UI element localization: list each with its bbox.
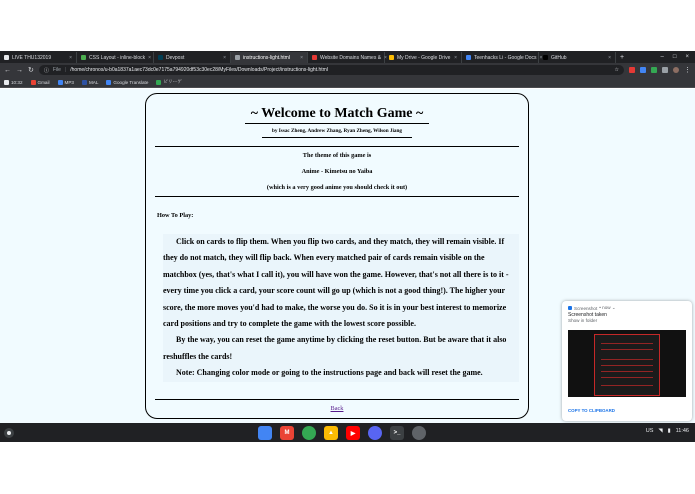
tab-label: Website Domains Names & <box>320 54 382 61</box>
battery-icon: ▮ <box>667 428 671 434</box>
tab-close-icon[interactable]: × <box>300 54 303 61</box>
divider-top <box>155 146 519 147</box>
tab-close-icon[interactable]: × <box>69 54 72 61</box>
extension-icon-4[interactable] <box>662 67 668 73</box>
terminal-app-icon[interactable]: >_ <box>390 426 404 440</box>
tab-favicon-icon <box>158 55 163 60</box>
maximize-button[interactable]: □ <box>672 54 677 60</box>
authors-text: by Issac Zheng, Andrew Zhang, Ryan Zheng, Wilson Jiang <box>262 128 412 138</box>
below-screen-area <box>0 442 695 494</box>
forward-arrow-icon[interactable]: → <box>16 66 23 74</box>
minimize-button[interactable]: – <box>660 54 664 60</box>
tab-label: GitHub <box>551 54 567 61</box>
system-shelf <box>0 423 695 442</box>
new-tab-button[interactable]: + <box>620 54 625 61</box>
tab-label: My Drive - Google Drive <box>397 54 451 61</box>
browser-tab[interactable] <box>385 52 462 63</box>
bookmark-item[interactable] <box>156 79 181 85</box>
notification-header <box>568 305 616 311</box>
bookmark-label: ピリーゲ <box>163 79 182 84</box>
screenshot-notification[interactable] <box>562 301 692 421</box>
tab-close-icon[interactable]: × <box>539 54 543 61</box>
browser-tab[interactable] <box>462 52 543 63</box>
theme-line-1: The theme of this game is <box>302 152 372 159</box>
tab-close-icon[interactable]: × <box>454 54 457 61</box>
address-scheme-label: File <box>52 67 61 73</box>
bookmark-label: Google Translate <box>113 79 149 85</box>
bookmark-item[interactable] <box>58 80 74 85</box>
instructions-block <box>163 234 519 382</box>
bookmark-favicon-icon <box>106 80 111 85</box>
tab-close-icon[interactable]: × <box>384 54 387 61</box>
browser-tab[interactable] <box>308 52 385 63</box>
page-title-text: ~ Welcome to Match Game ~ <box>245 106 430 124</box>
bookmark-favicon-icon <box>58 80 63 85</box>
browser-tab[interactable] <box>539 52 616 63</box>
gmail-app-icon[interactable]: M <box>280 426 294 440</box>
divider-bottom <box>155 399 519 400</box>
divider-middle <box>155 196 519 197</box>
browser-tab-strip <box>0 51 695 63</box>
tab-label: CSS Layout - inline-block <box>89 54 146 61</box>
tab-favicon-icon <box>81 55 86 60</box>
menu-kebab-icon[interactable]: ⋮ <box>684 67 691 74</box>
instructions-paragraph-1: Click on cards to flip them. When you flip two cards, and they match, they will remain visible. If they do not match, they will flip back. When every matched pair of cards remain visible on the matchbox (yes, that's what I call it), you will have won the game. However, that's not all there is to it - every time you click a card, your score count will go up (which is not a good thing!). The higher your score, the more moves you'd had to make, the worse you do. So it is in your best interest to memorize card positions and try to complete the game with the lowest score possible. <box>163 237 509 329</box>
settings-app-icon[interactable] <box>412 426 426 440</box>
tab-close-icon[interactable]: × <box>223 54 226 61</box>
tab-favicon-icon <box>235 55 240 60</box>
clock[interactable]: 11:46 <box>675 428 689 434</box>
tab-label: Teenhacks Li - Google Docs <box>474 54 537 61</box>
bookmark-item[interactable] <box>106 80 148 85</box>
browser-tab[interactable] <box>154 52 231 63</box>
info-icon[interactable]: ⓘ <box>43 67 49 74</box>
window-controls <box>661 52 695 63</box>
extension-icon-1[interactable] <box>629 67 635 73</box>
bookmark-label: MAL <box>88 79 99 85</box>
bookmark-favicon-icon <box>82 80 87 85</box>
bookmark-star-icon[interactable]: ☆ <box>614 67 619 73</box>
content-container <box>145 93 529 419</box>
youtube-app-icon[interactable]: ▶ <box>346 426 360 440</box>
bookmark-label: Gmail <box>37 79 50 85</box>
thumbnail-page-frame <box>594 334 660 396</box>
bookmark-label: 10:32 <box>11 79 23 85</box>
status-tray[interactable] <box>646 428 689 434</box>
theme-line-2: Anime - Kimetsu no Yaiba <box>301 168 373 175</box>
bookmark-item[interactable] <box>82 80 98 85</box>
tab-label: instructions-light.html <box>243 54 290 61</box>
tab-favicon-icon <box>312 55 317 60</box>
reload-icon[interactable]: ↻ <box>28 67 34 74</box>
authors-line <box>146 128 528 138</box>
tab-label: Devpost <box>166 54 185 61</box>
tab-favicon-icon <box>389 55 394 60</box>
address-bar[interactable]: ⓘ File | /home/chronos/u-b0a1837a1aec73dc0e7175a794920df53c30ec28/MyFiles/Downloads/Project/instructions-light.html ☆ <box>39 65 624 75</box>
browser-tab[interactable] <box>77 52 154 63</box>
notification-time: • now ⌄ <box>599 305 616 310</box>
tab-label: LIVE THU132019 <box>12 54 52 61</box>
bookmark-favicon-icon <box>156 80 161 85</box>
wifi-icon: ◥ <box>658 428 663 434</box>
launcher-icon[interactable] <box>4 428 14 438</box>
close-window-button[interactable]: × <box>685 54 689 60</box>
shelf-apps <box>258 426 426 440</box>
how-to-play-heading: How To Play: <box>157 212 194 219</box>
back-arrow-icon[interactable]: ← <box>4 66 11 74</box>
extension-icon-3[interactable] <box>651 67 657 73</box>
bookmark-favicon-icon <box>4 80 9 85</box>
bookmark-favicon-icon <box>31 80 36 85</box>
bookmark-item[interactable] <box>4 80 23 85</box>
page-title <box>146 106 528 122</box>
notification-app-name: Screenshot <box>574 305 598 311</box>
screenshot-icon <box>568 306 572 310</box>
notification-subtitle[interactable]: Show in folder <box>568 318 598 323</box>
bookmark-label: MP3 <box>64 79 74 85</box>
instructions-paragraph-3: Note: Changing color mode or going to the instructions page and back will reset the game. <box>176 368 483 378</box>
copy-to-clipboard-button[interactable]: COPY TO CLIPBOARD <box>568 408 615 413</box>
instructions-paragraph-2: By the way, you can reset the game anytime by clicking the reset button. But be aware that it also reshuffles the cards! <box>163 335 507 361</box>
browser-toolbar <box>0 63 695 77</box>
screenshot-thumbnail[interactable] <box>568 330 686 397</box>
chrome-app-icon[interactable] <box>302 426 316 440</box>
notification-title: Screenshot taken <box>568 312 607 318</box>
tab-favicon-icon <box>543 55 548 60</box>
profile-avatar[interactable] <box>673 67 679 73</box>
theme-line-3: (which is a very good anime you should check it out) <box>266 184 408 191</box>
locale-indicator[interactable]: US <box>645 428 654 434</box>
address-url[interactable]: /home/chronos/u-b0a1837a1aec73dc0e7175a794920df53c30ec28/MyFiles/Downloads/Project/instructions-light.html <box>70 67 328 73</box>
bookmark-item[interactable] <box>31 80 50 85</box>
browser-tab[interactable] <box>0 52 77 63</box>
drive-app-icon[interactable]: ▲ <box>324 426 338 440</box>
discord-app-icon[interactable] <box>368 426 382 440</box>
extension-icon-2[interactable] <box>640 67 646 73</box>
tab-favicon-icon <box>4 55 9 60</box>
tab-close-icon[interactable]: × <box>608 54 611 61</box>
files-app-icon[interactable] <box>258 426 272 440</box>
tab-close-icon[interactable]: × <box>148 54 152 61</box>
bookmarks-bar <box>0 77 695 88</box>
browser-tab[interactable] <box>231 52 308 63</box>
tab-favicon-icon <box>466 55 471 60</box>
back-link[interactable]: Back <box>330 405 344 412</box>
